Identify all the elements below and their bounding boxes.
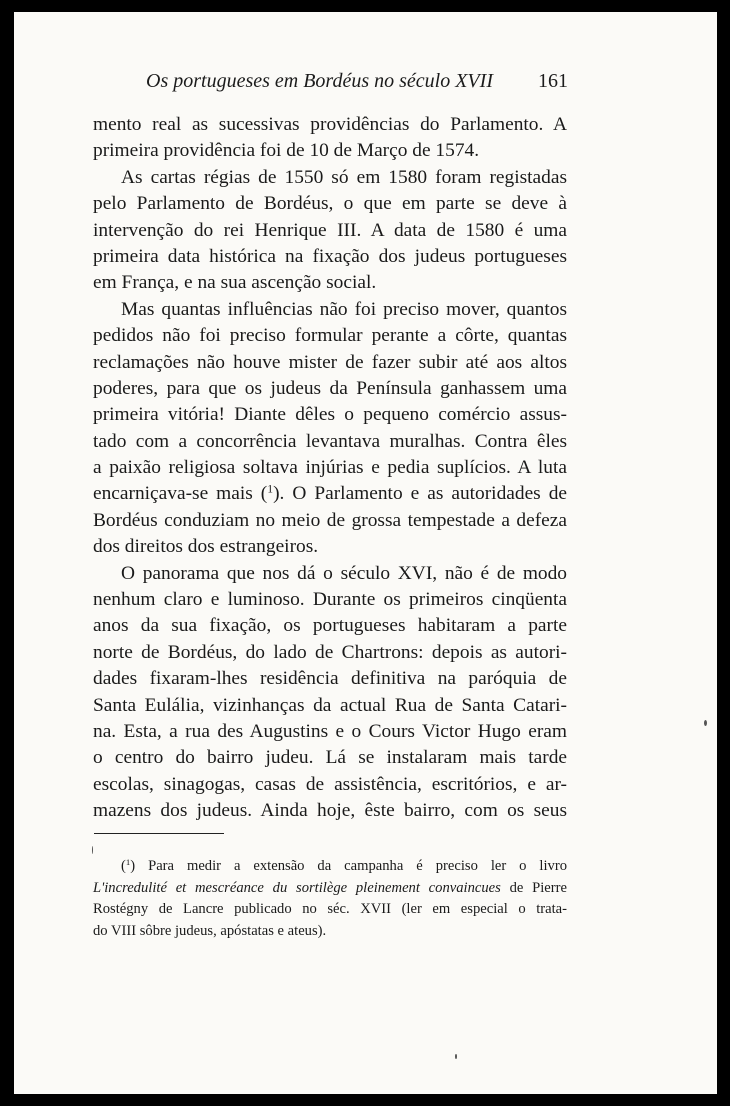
text-line: mento real as sucessivas providências do Parlamento. A: [93, 114, 567, 135]
footnote-line: [93, 856, 567, 878]
footnote-text: de Pierre: [500, 879, 567, 896]
text-fragment: encarniçava-se mais: [93, 483, 253, 505]
running-head: [14, 70, 717, 100]
text-line: dades fixaram-lhes residência definitiva na paróquia de: [93, 668, 567, 690]
text-line: o centro do bairro judeu. Lá se instalaram mais tarde: [93, 747, 567, 769]
footnote-line: [93, 878, 567, 900]
footnote-line: Rostégny de Lancre publicado no séc. XVII (ler em especial o trata-: [93, 901, 567, 918]
text-line-with-footnote-ref: encarniçava-se mais ($^1$). O Parlamento e as autoridades de: [93, 483, 568, 505]
text-line: primeira vitória! Diante dêles o pequeno comércio assus-: [93, 404, 567, 426]
footnote-rule: [94, 833, 224, 834]
text-line: nenhum claro e luminoso. Durante os primeiros cinqüenta: [93, 589, 567, 611]
text-line: pedidos não foi preciso formular perante a côrte, quantas: [93, 325, 567, 347]
text-line: primeira providência foi de 10 de Março de 1574.: [93, 140, 480, 162]
text-line: anos da sua fixação, os portugueses habitaram a parte: [93, 615, 567, 637]
text-line: intervenção do rei Henrique III. A data de 1580 é uma: [93, 219, 567, 241]
paper-speck: [92, 846, 93, 854]
text-line: tado com a concorrência levantava muralhas. Contra êles: [93, 430, 567, 452]
footnote-paren: (: [121, 858, 126, 874]
text-line: Santa Eulália, vizinhanças da actual Rua de Santa Catari-: [93, 694, 567, 716]
text-line: Mas quantas influências não foi preciso mover, quantos: [121, 298, 567, 320]
text-line: pelo Parlamento de Bordéus, o que em parte se deve à: [93, 193, 567, 215]
text-line: O panorama que nos dá o século XVI, não é de modo: [121, 562, 567, 584]
footnote-marker: 1: [125, 857, 131, 868]
footnote-text: ) Para medir a extensão da campanha é preciso ler o livro: [130, 858, 567, 874]
running-head-title: Os portugueses em Bordéus no século XVII: [146, 70, 493, 92]
text-line: a paixão religiosa soltava injúrias e pedia suplícios. A luta: [93, 457, 567, 479]
text-line: dos direitos dos estrangeiros.: [93, 536, 319, 558]
body-text: [93, 112, 567, 825]
text-line: primeira data histórica na fixação dos judeus portugueses: [93, 245, 567, 267]
footnote-line: do VIII sôbre judeus, apóstatas e ateus).: [93, 922, 327, 939]
footnote: [93, 856, 567, 942]
text-line: escolas, sinagogas, casas de assistência, escritórios, e ar-: [93, 773, 567, 795]
text-line: em França, e na sua ascenção social.: [93, 272, 377, 294]
text-line: poderes, para que os judeus da Península ganhassem uma: [93, 377, 567, 399]
book-page: [14, 12, 717, 1094]
text-line: norte de Bordéus, do lado de Chartrons: depois as autori-: [93, 641, 567, 663]
footnote-ref[interactable]: 1: [267, 483, 274, 497]
text-fragment: ). O Parlamento e as autoridades de: [273, 483, 568, 505]
paper-speck: [704, 720, 707, 726]
text-line: reclamações não houve mister de fazer subir até aos altos: [93, 351, 567, 373]
paper-speck: [455, 1054, 457, 1059]
page-number: 161: [538, 70, 568, 92]
text-line: na. Esta, a rua des Augustins e o Cours Victor Hugo eram: [93, 720, 567, 742]
book-title: L'incredulité et mescréance du sortilège pleinement convaincues: [93, 879, 501, 896]
text-line: mazens dos judeus. Ainda hoje, êste bairro, com os seus: [93, 800, 567, 822]
text-line: Bordéus conduziam no meio de grossa tempestade a defeza: [93, 509, 567, 531]
text-line: As cartas régias de 1550 só em 1580 foram registadas: [121, 166, 567, 188]
